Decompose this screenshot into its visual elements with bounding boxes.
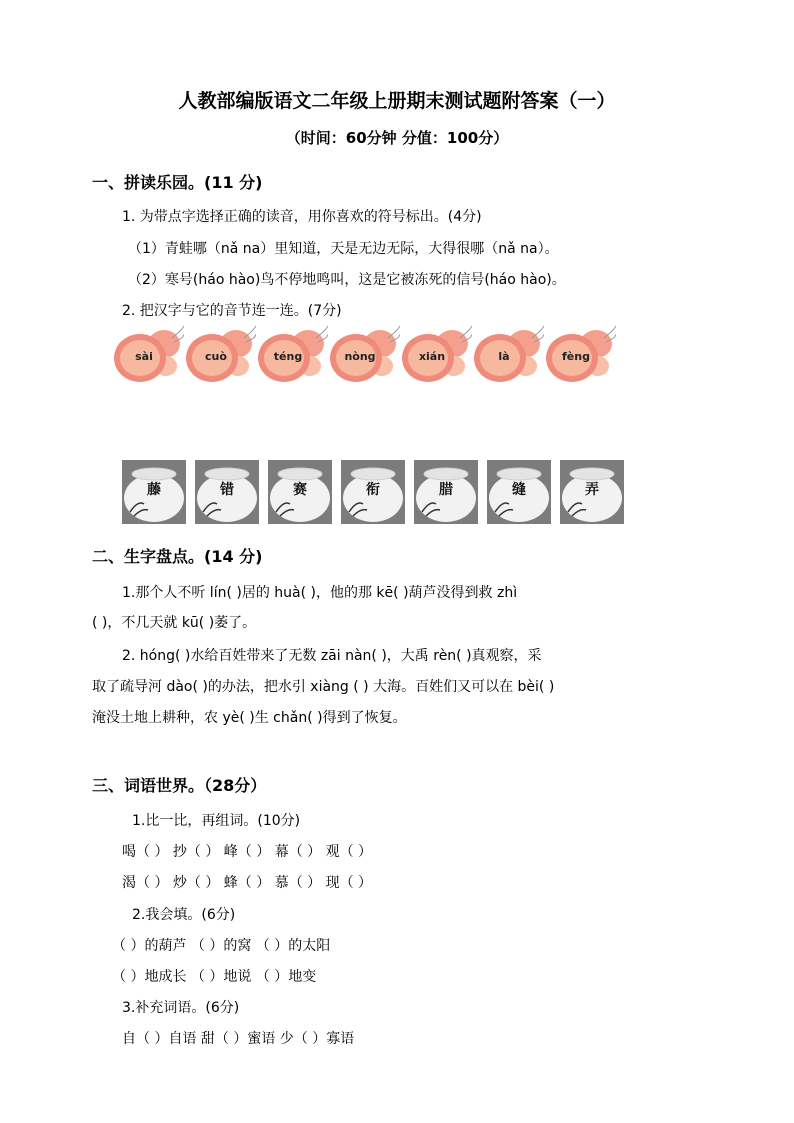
s3-fill1: （ ）的葫芦 （ ）的窝 （ ）的太阳 xyxy=(112,938,331,954)
jar-icon[interactable] xyxy=(414,460,478,524)
butterfly-label: nòng xyxy=(344,350,376,363)
s1-q2: 2. 把汉字与它的音节连一连。(7分) xyxy=(122,303,342,319)
butterfly-icon[interactable] xyxy=(184,324,256,386)
jar-icon[interactable] xyxy=(195,460,259,524)
jar-icon[interactable] xyxy=(268,460,332,524)
section2-heading: 二、生字盘点。(14 分) xyxy=(92,547,263,566)
jar-label: 衔 xyxy=(366,482,380,498)
s3-fill2: （ ）地成长 （ ）地说 （ ）地变 xyxy=(112,969,317,985)
butterfly-label: téng xyxy=(273,350,303,363)
s3-row1: 喝（ ） 抄（ ） 峰（ ） 幕（ ） 观（ ） xyxy=(122,844,373,860)
butterfly-label: xián xyxy=(418,350,446,363)
s1-q1: 1. 为带点字选择正确的读音，用你喜欢的符号标出。(4分) xyxy=(122,209,482,225)
s3-q2: 2.我会填。(6分) xyxy=(132,907,236,923)
s3-fill3: 自（ ）自语 甜（ ）蜜语 少（ ）寡语 xyxy=(122,1031,355,1047)
butterfly-icon[interactable] xyxy=(112,324,184,386)
s3-q3: 3.补充词语。(6分) xyxy=(122,1000,240,1016)
s3-q1: 1.比一比，再组词。(10分) xyxy=(132,813,301,829)
butterfly-label: sài xyxy=(135,350,153,363)
jar-label: 腊 xyxy=(439,482,453,498)
page-title: 人教部编版语文二年级上册期末测试题附答案（一） xyxy=(178,90,616,112)
jar-icon[interactable] xyxy=(560,460,624,524)
s2-line1: 1.那个人不听 lín( )居的 huà( )，他的那 kē( )葫芦没得到救 zhì xyxy=(122,585,518,601)
jar-label: 弄 xyxy=(585,482,599,498)
s3-row2: 渴（ ） 炒（ ） 蜂（ ） 慕（ ） 现（ ） xyxy=(122,875,373,891)
page-subtitle: （时间：60分钟 分值：100分） xyxy=(285,129,509,147)
butterfly-icon[interactable] xyxy=(256,324,328,386)
jar-icon[interactable] xyxy=(122,460,186,524)
butterfly-row xyxy=(112,324,612,394)
jar-label: 赛 xyxy=(293,482,307,498)
s2-line2: ( )，不几天就 kū( )萎了。 xyxy=(92,615,257,631)
section3-heading: 三、词语世界。（28分） xyxy=(92,776,267,795)
jar-label: 缝 xyxy=(512,482,526,498)
s2-line3: 2. hóng( )水给百姓带来了无数 zāi nàn( )，大禹 rèn( )真观察，采 xyxy=(122,648,542,664)
jar-label: 错 xyxy=(220,482,234,498)
butterfly-label: fèng xyxy=(562,350,590,363)
butterfly-label: cuò xyxy=(205,350,227,363)
s2-line4: 取了疏导河 dào( )的办法，把水引 xiàng ( ) 大海。百姓们又可以在 bèi( ) xyxy=(92,679,555,695)
s1-q1a: （1）青蛙哪（nǎ na）里知道，天是无边无际，大得很哪（nǎ na）。 xyxy=(128,241,559,257)
jar-icon[interactable] xyxy=(487,460,551,524)
jar-icon[interactable] xyxy=(341,460,405,524)
section1-heading: 一、拼读乐园。(11 分) xyxy=(92,173,263,192)
butterfly-icon[interactable] xyxy=(544,324,616,386)
butterfly-icon[interactable] xyxy=(328,324,400,386)
s1-q1b: （2）寒号(háo hào)鸟不停地鸣叫，这是它被冻死的信号(háo hào)。 xyxy=(128,272,566,288)
butterfly-icon[interactable] xyxy=(472,324,544,386)
s2-line5: 淹没土地上耕种，农 yè( )生 chǎn( )得到了恢复。 xyxy=(92,710,407,726)
jar-label: 藤 xyxy=(147,482,161,498)
jar-row xyxy=(122,460,622,525)
butterfly-label: là xyxy=(498,350,510,363)
butterfly-icon[interactable] xyxy=(400,324,472,386)
